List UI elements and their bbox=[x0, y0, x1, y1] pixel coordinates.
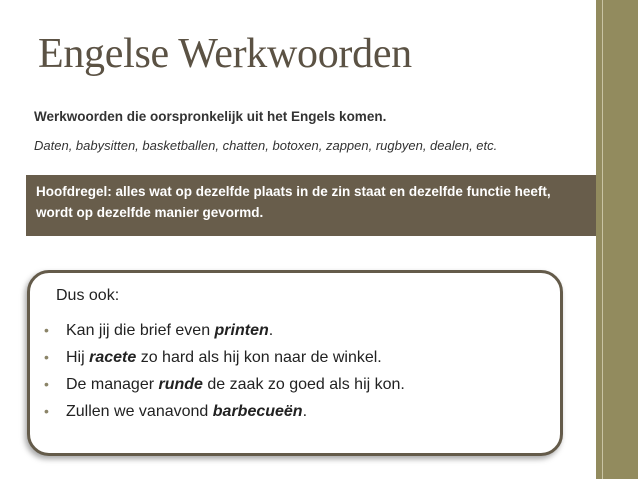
example-verbs: Daten, babysitten, basketballen, chatten, botoxen, zappen, rugbyen, dealen, etc. bbox=[34, 138, 498, 153]
card-heading: Dus ook: bbox=[56, 287, 120, 304]
item-verb: runde bbox=[158, 376, 203, 393]
item-text-before: De manager bbox=[66, 376, 159, 393]
item-text-before: Zullen we vanavond bbox=[66, 403, 213, 420]
item-text-before: Kan jij die brief even bbox=[66, 322, 215, 339]
list-item bbox=[44, 398, 405, 425]
rule-box bbox=[26, 175, 596, 236]
rule-text: Hoofdregel: alles wat op dezelfde plaats in de zin staat en dezelfde functie heeft, wordt op dezelfde manier gevormd. bbox=[36, 184, 551, 220]
bullet-icon: • bbox=[44, 376, 49, 392]
bullet-icon: • bbox=[44, 349, 49, 365]
slide-subtitle: Werkwoorden die oorspronkelijk uit het Engels komen. bbox=[34, 109, 387, 124]
example-list bbox=[44, 317, 405, 425]
item-text-after: zo hard als hij kon naar de winkel. bbox=[136, 349, 382, 366]
slide-title: Engelse Werkwoorden bbox=[38, 31, 412, 77]
examples-card bbox=[27, 270, 563, 456]
list-item bbox=[44, 317, 405, 344]
item-verb: printen bbox=[214, 322, 269, 339]
list-item bbox=[44, 371, 405, 398]
list-item bbox=[44, 344, 405, 371]
bullet-icon: • bbox=[44, 322, 49, 338]
item-text-before: Hij bbox=[66, 349, 90, 366]
item-text-after: de zaak zo goed als hij kon. bbox=[202, 376, 405, 393]
item-verb: barbecueën bbox=[212, 403, 303, 420]
item-text-after: . bbox=[268, 322, 274, 339]
right-accent-line bbox=[602, 0, 603, 479]
bullet-icon: • bbox=[44, 403, 49, 419]
item-text-after: . bbox=[302, 403, 308, 420]
item-verb: racete bbox=[89, 349, 137, 366]
